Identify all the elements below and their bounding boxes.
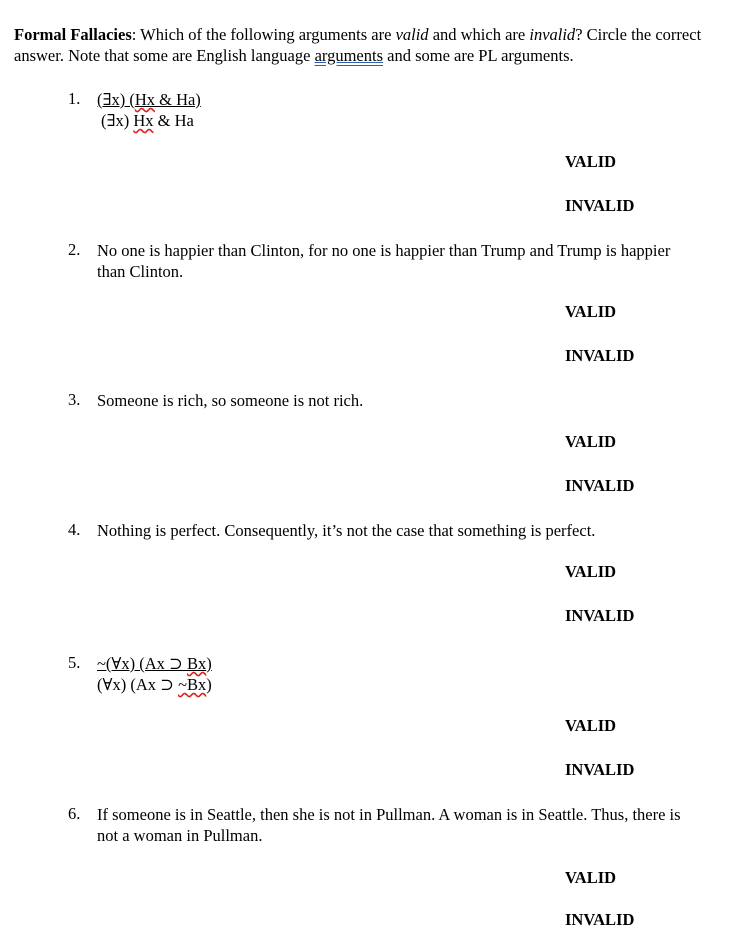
- question-number: 5.: [68, 653, 81, 672]
- valid-word: valid: [395, 25, 429, 44]
- question-number: 2.: [68, 240, 81, 259]
- formula-part: & Ha: [153, 111, 194, 130]
- invalid-option[interactable]: INVALID: [565, 196, 635, 215]
- valid-option[interactable]: VALID: [565, 432, 617, 451]
- valid-option[interactable]: VALID: [565, 152, 617, 171]
- formula-part: & Ha): [154, 90, 201, 109]
- valid-option[interactable]: VALID: [565, 302, 617, 321]
- formula-part: (∃x): [101, 111, 134, 130]
- spellcheck-word: ~Bx: [178, 675, 207, 694]
- spellcheck-word: Hx: [133, 111, 154, 130]
- conclusion-formula: [101, 110, 701, 131]
- valid-option[interactable]: VALID: [565, 868, 617, 887]
- invalid-option[interactable]: INVALID: [565, 476, 635, 495]
- formula-part: (∀x) (Ax ⊃: [97, 675, 179, 694]
- question-number: 4.: [68, 520, 81, 539]
- invalid-word: invalid: [529, 25, 576, 44]
- formula-part: ): [206, 675, 212, 694]
- invalid-option[interactable]: INVALID: [565, 606, 635, 625]
- valid-option[interactable]: VALID: [565, 562, 617, 581]
- question-number: 6.: [68, 804, 81, 823]
- instructions-text: ? Circle the correct answer. Note that some are English language: [14, 25, 702, 65]
- formula-part: (∃x) (: [97, 90, 135, 109]
- question-text: If someone is in Seattle, then she is not in Pullman. A woman is in Seattle. Thus, there is not a woman in Pullman.: [97, 805, 681, 845]
- formula-part: ~(∀x) (Ax ⊃: [97, 654, 187, 673]
- instructions-label: Formal Fallacies: [14, 25, 132, 44]
- question-number: 1.: [68, 89, 81, 108]
- spellcheck-word: Hx: [134, 90, 155, 109]
- instructions: [14, 24, 734, 66]
- question-number: 3.: [68, 390, 81, 409]
- conclusion-formula: [97, 674, 697, 695]
- question-text: No one is happier than Clinton, for no one is happier than Trump and Trump is happier than Clinton.: [97, 241, 671, 281]
- invalid-option[interactable]: INVALID: [565, 910, 635, 929]
- instructions-text: : Which of the following arguments are: [131, 25, 396, 44]
- question-text: Nothing is perfect. Consequently, it’s not the case that something is perfect.: [97, 521, 596, 540]
- invalid-option[interactable]: INVALID: [565, 346, 635, 365]
- grammar-flagged-word: arguments: [314, 46, 384, 65]
- spellcheck-word: Bx: [187, 654, 207, 673]
- valid-option[interactable]: VALID: [565, 716, 617, 735]
- invalid-option[interactable]: INVALID: [565, 760, 635, 779]
- question-text: Someone is rich, so someone is not rich.: [97, 391, 364, 410]
- formula-part: ): [206, 654, 212, 673]
- instructions-text: and some are PL arguments.: [383, 46, 574, 65]
- instructions-text: and which are: [428, 25, 530, 44]
- premise-formula: [97, 89, 697, 110]
- premise-formula: [97, 653, 697, 674]
